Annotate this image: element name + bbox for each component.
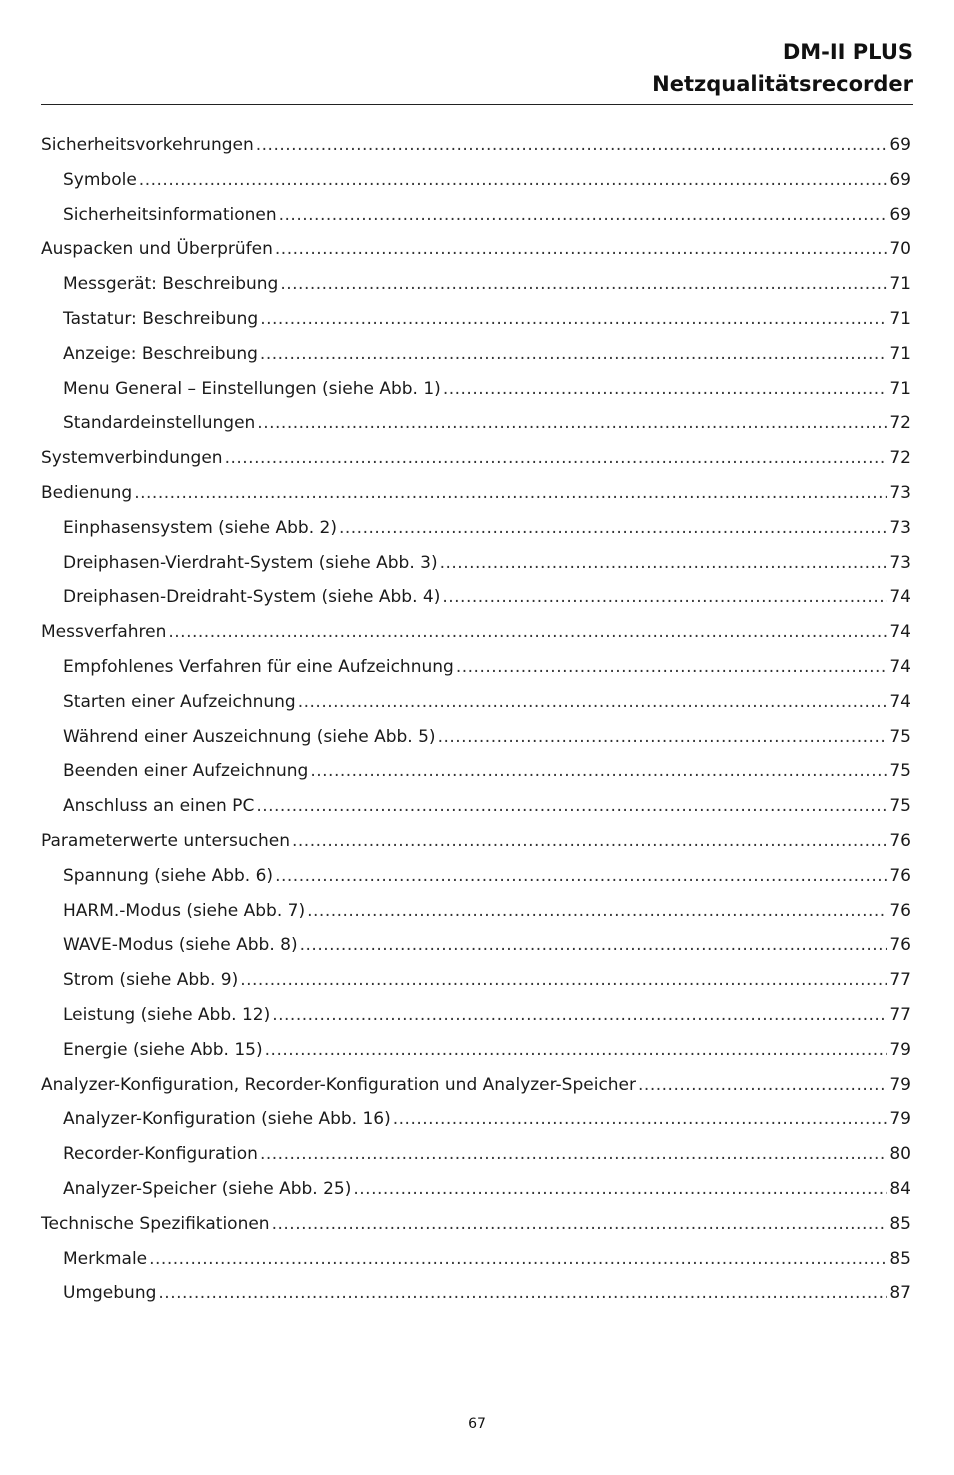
toc-entry-label: Sicherheitsvorkehrungen — [41, 135, 254, 155]
toc-leader-dots — [260, 337, 887, 372]
toc-entry-label: Empfohlenes Verfahren für eine Aufzeichnung — [63, 656, 454, 677]
toc-entry-label: Messverfahren — [41, 622, 167, 643]
toc-entry[interactable] — [41, 615, 911, 650]
document-subtitle: Netzqualitätsrecorder — [652, 72, 913, 96]
toc-entry[interactable] — [41, 337, 911, 372]
toc-leader-dots — [440, 546, 888, 581]
toc-leader-dots — [256, 789, 887, 824]
toc-entry-label: WAVE-Modus (siehe Abb. 8) — [63, 935, 298, 956]
toc-entry-label: Leistung (siehe Abb. 12) — [63, 1004, 271, 1025]
toc-entry-label: Dreiphasen-Dreidraht-System (siehe Abb. 4) — [63, 587, 441, 608]
toc-entry[interactable] — [41, 894, 911, 929]
toc-entry-label: Energie (siehe Abb. 15) — [63, 1039, 263, 1060]
toc-entry-page: 79 — [889, 1039, 911, 1060]
toc-entry-label: Recorder-Konfiguration — [63, 1144, 258, 1165]
toc-leader-dots — [275, 859, 887, 894]
toc-entry[interactable] — [41, 1242, 911, 1277]
toc-leader-dots — [300, 928, 888, 963]
toc-entry[interactable] — [41, 1102, 911, 1137]
toc-entry-label: Merkmale — [63, 1248, 148, 1269]
toc-entry-label: Dreiphasen-Vierdraht-System (siehe Abb. 3) — [63, 552, 438, 573]
toc-entry-page: 77 — [889, 1004, 911, 1025]
toc-entry[interactable] — [41, 928, 911, 963]
toc-entry-label: Analyzer-Speicher (siehe Abb. 25) — [63, 1178, 352, 1199]
toc-entry[interactable] — [41, 998, 911, 1033]
toc-entry-page: 76 — [889, 935, 911, 956]
toc-leader-dots — [292, 824, 887, 859]
toc-entry[interactable] — [41, 406, 911, 441]
toc-entry-label: HARM.-Modus (siehe Abb. 7) — [63, 900, 306, 921]
toc-entry-label: Einphasensystem (siehe Abb. 2) — [63, 517, 337, 538]
toc-entry-label: Technische Spezifikationen — [41, 1213, 270, 1234]
toc-entry[interactable] — [41, 824, 911, 859]
toc-entry-page: 69 — [889, 204, 911, 225]
toc-leader-dots — [279, 198, 888, 233]
toc-entry-page: 75 — [889, 761, 911, 782]
toc-entry-page: 77 — [889, 970, 911, 991]
toc-entry-page: 85 — [889, 1248, 911, 1269]
toc-leader-dots — [272, 1207, 888, 1242]
toc-leader-dots — [339, 511, 887, 546]
toc-entry-label: Standardeinstellungen — [63, 413, 256, 434]
toc-leader-dots — [307, 894, 887, 929]
toc-leader-dots — [260, 302, 887, 337]
toc-entry-label: Starten einer Aufzeichnung — [63, 691, 296, 712]
document-title: DM-II PLUS — [782, 40, 913, 64]
toc-entry-page: 74 — [889, 656, 911, 677]
toc-entry-label: Tastatur: Beschreibung — [63, 308, 259, 329]
toc-entry-label: Sicherheitsinformationen — [63, 204, 277, 225]
toc-entry-label: Spannung (siehe Abb. 6) — [63, 865, 274, 886]
toc-entry[interactable] — [41, 198, 911, 233]
toc-entry-page: 74 — [889, 622, 911, 643]
toc-entry-page: 69 — [889, 169, 911, 190]
toc-entry-label: Bedienung — [41, 482, 133, 503]
toc-entry-page: 76 — [889, 900, 911, 921]
toc-entry-label: Analyzer-Konfiguration, Recorder-Konfiguration und Analyzer-Speicher — [41, 1074, 637, 1095]
toc-entry[interactable] — [41, 1276, 911, 1311]
toc-entry-label: Parameterwerte untersuchen — [41, 830, 290, 851]
toc-entry[interactable] — [41, 720, 911, 755]
toc-entry-page: 85 — [889, 1213, 911, 1234]
toc-leader-dots — [272, 998, 887, 1033]
toc-entry[interactable] — [41, 754, 911, 789]
toc-leader-dots — [260, 1137, 887, 1172]
toc-entry-label: Analyzer-Konfiguration (siehe Abb. 16) — [63, 1109, 391, 1130]
toc-entry-page: 71 — [889, 308, 911, 329]
toc-leader-dots — [275, 232, 887, 267]
toc-leader-dots — [443, 372, 888, 407]
toc-entry[interactable] — [41, 128, 911, 163]
toc-entry[interactable] — [41, 1137, 911, 1172]
toc-entry[interactable] — [41, 232, 911, 267]
toc-entry-page: 76 — [889, 830, 911, 851]
toc-entry[interactable] — [41, 372, 911, 407]
toc-entry[interactable] — [41, 546, 911, 581]
toc-entry[interactable] — [41, 302, 911, 337]
toc-entry-label: Beenden einer Aufzeichnung — [63, 761, 309, 782]
toc-entry-page: 71 — [889, 343, 911, 364]
toc-leader-dots — [168, 615, 887, 650]
toc-entry[interactable] — [41, 1172, 911, 1207]
toc-entry[interactable] — [41, 267, 911, 302]
toc-entry-page: 79 — [889, 1109, 911, 1130]
toc-leader-dots — [265, 1033, 888, 1068]
toc-entry[interactable] — [41, 789, 911, 824]
toc-leader-dots — [310, 754, 887, 789]
toc-leader-dots — [257, 406, 887, 441]
toc-entry-page: 75 — [889, 796, 911, 817]
toc-entry-label: Symbole — [63, 169, 137, 190]
toc-entry[interactable] — [41, 685, 911, 720]
toc-entry-label: Anzeige: Beschreibung — [63, 343, 258, 364]
toc-entry-label: Auspacken und Überprüfen — [41, 239, 273, 260]
toc-entry[interactable] — [41, 1033, 911, 1068]
toc-entry[interactable] — [41, 1068, 911, 1103]
page-number: 67 — [468, 1416, 486, 1432]
toc-leader-dots — [456, 650, 888, 685]
toc-leader-dots — [134, 476, 887, 511]
page-header — [41, 36, 913, 105]
toc-entry-label: Während einer Auszeichnung (siehe Abb. 5) — [63, 726, 436, 747]
toc-entry-page: 75 — [889, 726, 911, 747]
toc-leader-dots — [438, 720, 888, 755]
toc-entry-page: 80 — [889, 1144, 911, 1165]
toc-entry[interactable] — [41, 580, 911, 615]
toc-entry-page: 73 — [889, 482, 911, 503]
toc-entry-page: 79 — [889, 1074, 911, 1095]
toc-leader-dots — [240, 963, 887, 998]
table-of-contents — [41, 128, 911, 1311]
toc-entry-page: 69 — [889, 135, 911, 155]
toc-entry[interactable] — [41, 963, 911, 998]
toc-entry[interactable] — [41, 441, 911, 476]
toc-entry-label: Messgerät: Beschreibung — [63, 274, 279, 295]
toc-entry-label: Umgebung — [63, 1283, 157, 1304]
toc-entry-page: 73 — [889, 552, 911, 573]
toc-leader-dots — [353, 1172, 887, 1207]
toc-entry-page: 87 — [889, 1283, 911, 1304]
toc-entry-page: 71 — [889, 378, 911, 399]
toc-leader-dots — [158, 1276, 887, 1311]
toc-leader-dots — [139, 163, 888, 198]
toc-entry[interactable] — [41, 476, 911, 511]
toc-entry-page: 74 — [889, 587, 911, 608]
toc-entry-page: 73 — [889, 517, 911, 538]
toc-entry-page: 72 — [889, 448, 911, 469]
toc-entry-page: 70 — [889, 239, 911, 260]
toc-entry-page: 72 — [889, 413, 911, 434]
toc-entry-page: 84 — [889, 1178, 911, 1199]
toc-leader-dots — [225, 441, 888, 476]
toc-leader-dots — [442, 580, 887, 615]
toc-entry-label: Menu General – Einstellungen (siehe Abb. 1) — [63, 378, 441, 399]
toc-leader-dots — [638, 1068, 887, 1103]
toc-entry-label: Systemverbindungen — [41, 448, 223, 469]
toc-leader-dots — [280, 267, 887, 302]
toc-entry-page: 76 — [889, 865, 911, 886]
toc-leader-dots — [298, 685, 888, 720]
toc-entry[interactable] — [41, 511, 911, 546]
toc-leader-dots — [393, 1102, 888, 1137]
toc-entry-page: 74 — [889, 691, 911, 712]
toc-entry-label: Anschluss an einen PC — [63, 796, 255, 817]
toc-leader-dots — [256, 128, 888, 163]
toc-entry[interactable] — [41, 859, 911, 894]
toc-entry[interactable] — [41, 650, 911, 685]
toc-entry-page: 71 — [889, 274, 911, 295]
toc-entry[interactable] — [41, 1207, 911, 1242]
toc-entry[interactable] — [41, 163, 911, 198]
toc-entry-label: Strom (siehe Abb. 9) — [63, 970, 239, 991]
toc-leader-dots — [149, 1242, 887, 1277]
